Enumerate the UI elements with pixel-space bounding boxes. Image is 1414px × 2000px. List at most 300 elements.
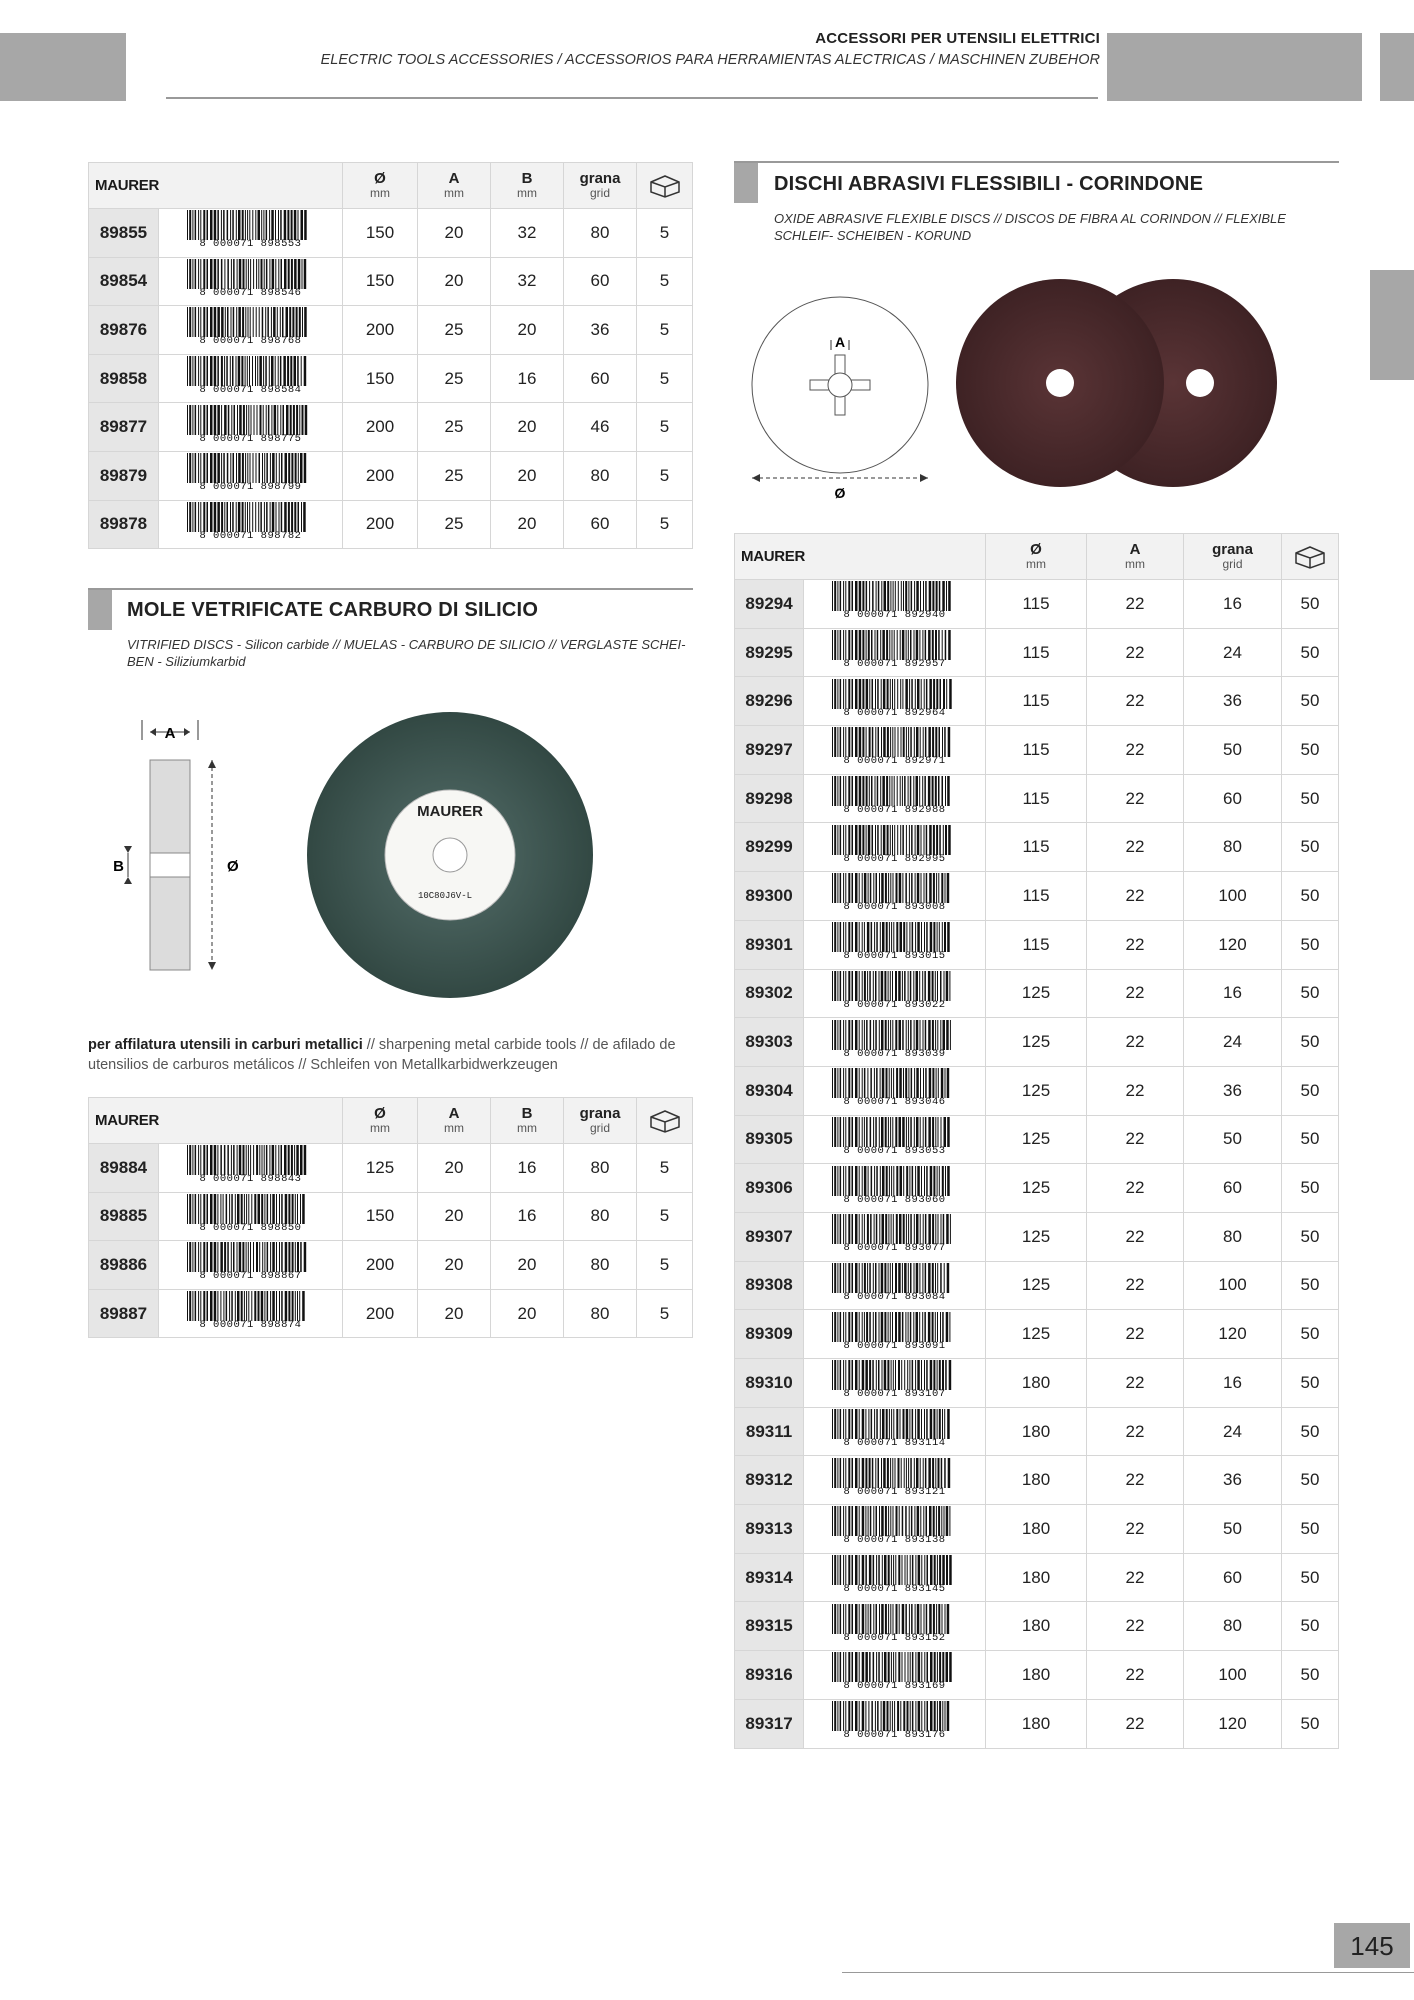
product-code: 89878	[89, 500, 159, 549]
cell-d: 125	[986, 1212, 1087, 1261]
barcode-number: 8 000071 893060	[843, 1193, 946, 1206]
cell-b: 32	[491, 257, 564, 306]
cell-pack: 5	[637, 1192, 693, 1241]
table-row	[89, 209, 693, 258]
col-a: A mm	[418, 1098, 491, 1144]
cell-grit: 60	[564, 354, 637, 403]
barcode	[804, 1115, 986, 1164]
cell-grit: 36	[564, 306, 637, 355]
cell-a: 22	[1087, 1359, 1184, 1408]
table-row	[735, 1164, 1339, 1213]
barcode	[158, 1289, 342, 1338]
product-code: 89313	[735, 1505, 804, 1554]
product-table-1	[88, 162, 693, 549]
barcode	[158, 1241, 342, 1290]
cell-pack: 5	[637, 1241, 693, 1290]
cell-d: 180	[986, 1359, 1087, 1408]
table-row	[735, 1212, 1339, 1261]
disc-dim-d-label: Ø	[834, 485, 846, 501]
cell-pack: 50	[1282, 1018, 1339, 1067]
table-row	[89, 451, 693, 500]
cell-pack: 50	[1282, 823, 1339, 872]
barcode-number: 8 000071 893008	[843, 901, 946, 914]
cell-grit: 16	[1184, 969, 1282, 1018]
cell-grit: 24	[1184, 1018, 1282, 1067]
cell-grit: 36	[1184, 1456, 1282, 1505]
cell-d: 180	[986, 1553, 1087, 1602]
barcode-bars	[832, 1360, 958, 1390]
barcode-bars	[832, 922, 958, 952]
cell-b: 16	[491, 1144, 564, 1193]
table-row	[89, 1144, 693, 1193]
mole-dimension-diagram	[90, 690, 290, 990]
product-code: 89300	[735, 872, 804, 921]
cell-d: 180	[986, 1407, 1087, 1456]
table-row	[89, 1289, 693, 1338]
table-row	[735, 1651, 1339, 1700]
barcode-number: 8 000071 893152	[843, 1631, 946, 1644]
cell-pack: 5	[637, 257, 693, 306]
barcode-number: 8 000071 892988	[843, 804, 946, 817]
table-row	[89, 1241, 693, 1290]
section-mole-bar	[88, 590, 112, 630]
product-code: 89877	[89, 403, 159, 452]
product-code: 89310	[735, 1359, 804, 1408]
cell-grit: 80	[1184, 823, 1282, 872]
cell-a: 22	[1087, 677, 1184, 726]
product-code: 89854	[89, 257, 159, 306]
barcode-number: 8 000071 898874	[199, 1319, 302, 1332]
cell-pack: 50	[1282, 1651, 1339, 1700]
cell-pack: 50	[1282, 774, 1339, 823]
barcode-bars	[832, 581, 958, 611]
cell-grit: 80	[564, 451, 637, 500]
cell-pack: 50	[1282, 1505, 1339, 1554]
cell-pack: 5	[637, 209, 693, 258]
barcode	[804, 628, 986, 677]
cell-a: 22	[1087, 1602, 1184, 1651]
brand-logo: MAURER	[735, 534, 986, 580]
section-mole-divider	[88, 588, 693, 590]
cell-a: 22	[1087, 1018, 1184, 1067]
barcode	[158, 1192, 342, 1241]
cell-grit: 60	[564, 500, 637, 549]
product-code: 89315	[735, 1602, 804, 1651]
barcode-bars	[832, 1263, 958, 1293]
product-code: 89304	[735, 1066, 804, 1115]
product-code: 89308	[735, 1261, 804, 1310]
product-code: 89303	[735, 1018, 804, 1067]
cell-pack: 50	[1282, 726, 1339, 775]
cell-d: 125	[986, 969, 1087, 1018]
barcode-bars	[832, 1166, 958, 1196]
box-icon	[648, 1107, 682, 1133]
cell-pack: 50	[1282, 1066, 1339, 1115]
barcode	[804, 1261, 986, 1310]
col-diameter: Ø mm	[986, 534, 1087, 580]
barcode-number: 8 000071 893114	[843, 1437, 946, 1450]
section-mole-title: MOLE VETRIFICATE CARBURO DI SILICIO	[127, 599, 539, 621]
barcode	[158, 403, 342, 452]
cell-d: 180	[986, 1505, 1087, 1554]
col-pack-icon	[637, 163, 693, 209]
barcode-number: 8 000071 893015	[843, 950, 946, 963]
cell-a: 20	[418, 1192, 491, 1241]
barcode	[804, 726, 986, 775]
barcode-bars	[187, 210, 313, 240]
section-mole-subtitle: VITRIFIED DISCS - Silicon carbide // MUELAS - CARBURO DE SILICIO // VERGLASTE SCHEI- BEN - Siliziumkarbid	[127, 637, 686, 669]
col-diameter: Ø mm	[343, 163, 418, 209]
table-row	[89, 354, 693, 403]
table-row	[89, 403, 693, 452]
cell-grit: 80	[564, 209, 637, 258]
barcode	[804, 1310, 986, 1359]
cell-grit: 120	[1184, 920, 1282, 969]
cell-d: 115	[986, 872, 1087, 921]
product-code: 89294	[735, 580, 804, 629]
cell-pack: 50	[1282, 1212, 1339, 1261]
cell-b: 32	[491, 209, 564, 258]
barcode-number: 8 000071 898553	[199, 238, 302, 251]
cell-a: 25	[418, 354, 491, 403]
table-row	[735, 1310, 1339, 1359]
barcode-number: 8 000071 898850	[199, 1221, 302, 1234]
dim-a-label: A	[164, 725, 176, 742]
barcode-number: 8 000071 898782	[199, 529, 302, 542]
barcode-number: 8 000071 898775	[199, 432, 302, 445]
cell-pack: 50	[1282, 1407, 1339, 1456]
table-row	[735, 1602, 1339, 1651]
barcode-number: 8 000071 893176	[843, 1729, 946, 1742]
cell-pack: 50	[1282, 1553, 1339, 1602]
product-code: 89311	[735, 1407, 804, 1456]
barcode	[804, 1553, 986, 1602]
cell-pack: 50	[1282, 1164, 1339, 1213]
cell-a: 22	[1087, 1310, 1184, 1359]
table-row	[735, 1066, 1339, 1115]
cell-d: 200	[343, 306, 418, 355]
barcode-number: 8 000071 892971	[843, 755, 946, 768]
barcode-bars	[832, 971, 958, 1001]
table-row	[89, 306, 693, 355]
table-row	[735, 726, 1339, 775]
product-code: 89886	[89, 1241, 159, 1290]
side-thumb-tab	[1370, 270, 1414, 380]
barcode-number: 8 000071 892957	[843, 658, 946, 671]
barcode-bars	[187, 453, 313, 483]
cell-pack: 5	[637, 500, 693, 549]
barcode-number: 8 000071 898546	[199, 286, 302, 299]
table-row	[735, 872, 1339, 921]
product-code: 89306	[735, 1164, 804, 1213]
wheel-label-brand: MAURER	[417, 803, 483, 820]
product-code: 89317	[735, 1699, 804, 1748]
barcode-bars	[832, 1458, 958, 1488]
product-code: 89299	[735, 823, 804, 872]
barcode	[158, 451, 342, 500]
product-code: 89885	[89, 1192, 159, 1241]
cell-a: 20	[418, 209, 491, 258]
col-grit: grana grid	[564, 1098, 637, 1144]
table-row	[735, 1359, 1339, 1408]
cell-a: 22	[1087, 1164, 1184, 1213]
barcode	[804, 1407, 986, 1456]
cell-d: 150	[343, 257, 418, 306]
barcode-bars	[187, 1242, 313, 1272]
table-row	[735, 823, 1339, 872]
barcode	[804, 580, 986, 629]
barcode-bars	[187, 307, 313, 337]
cell-b: 20	[491, 403, 564, 452]
wheel-label-code: 10C80J6V-L	[417, 891, 473, 901]
brand-logo: MAURER	[89, 163, 343, 209]
barcode-bars	[187, 356, 313, 386]
col-diameter: Ø mm	[343, 1098, 418, 1144]
cell-a: 22	[1087, 1699, 1184, 1748]
brand-logo: MAURER	[89, 1098, 343, 1144]
barcode-number: 8 000071 893022	[843, 998, 946, 1011]
barcode-bars	[832, 679, 958, 709]
col-grit: grana grid	[564, 163, 637, 209]
cell-a: 22	[1087, 726, 1184, 775]
cell-d: 125	[986, 1115, 1087, 1164]
table-row	[89, 500, 693, 549]
cell-grit: 80	[564, 1289, 637, 1338]
cell-a: 22	[1087, 969, 1184, 1018]
barcode-bars	[832, 727, 958, 757]
page-header-subtitle: ELECTRIC TOOLS ACCESSORIES / ACCESSORIOS PARA HERRAMIENTAS ALECTRICAS / MASCHINEN ZUBEHOR	[320, 52, 1100, 68]
cell-pack: 5	[637, 1144, 693, 1193]
cell-b: 20	[491, 500, 564, 549]
product-code: 89884	[89, 1144, 159, 1193]
product-code: 89296	[735, 677, 804, 726]
cell-b: 20	[491, 1289, 564, 1338]
barcode	[158, 306, 342, 355]
cell-b: 20	[491, 1241, 564, 1290]
barcode-number: 8 000071 893084	[843, 1290, 946, 1303]
barcode-number: 8 000071 893039	[843, 1047, 946, 1060]
cell-pack: 5	[637, 306, 693, 355]
barcode-number: 8 000071 898768	[199, 335, 302, 348]
barcode-number: 8 000071 893053	[843, 1144, 946, 1157]
cell-a: 22	[1087, 920, 1184, 969]
table-row	[735, 1115, 1339, 1164]
barcode-bars	[832, 1555, 958, 1585]
product-code: 89316	[735, 1651, 804, 1700]
cell-a: 22	[1087, 872, 1184, 921]
product-code: 89858	[89, 354, 159, 403]
cell-d: 150	[343, 354, 418, 403]
barcode	[804, 1359, 986, 1408]
cell-d: 180	[986, 1602, 1087, 1651]
cell-d: 125	[986, 1310, 1087, 1359]
barcode	[804, 920, 986, 969]
cell-d: 115	[986, 823, 1087, 872]
barcode-bars	[832, 825, 958, 855]
disc-dim-a-label: A	[834, 334, 846, 350]
cell-pack: 5	[637, 451, 693, 500]
barcode-number: 8 000071 893107	[843, 1388, 946, 1401]
cell-a: 22	[1087, 580, 1184, 629]
cell-b: 20	[491, 306, 564, 355]
dim-b-label: B	[113, 858, 124, 875]
barcode	[804, 677, 986, 726]
product-code: 89297	[735, 726, 804, 775]
cell-a: 22	[1087, 774, 1184, 823]
cell-d: 200	[343, 1241, 418, 1290]
barcode	[158, 500, 342, 549]
cell-pack: 50	[1282, 1359, 1339, 1408]
cell-grit: 120	[1184, 1699, 1282, 1748]
cell-d: 200	[343, 451, 418, 500]
product-code: 89307	[735, 1212, 804, 1261]
cell-a: 25	[418, 500, 491, 549]
cell-pack: 5	[637, 1289, 693, 1338]
cell-grit: 46	[564, 403, 637, 452]
product-code: 89314	[735, 1553, 804, 1602]
barcode-bars	[832, 1214, 958, 1244]
cell-grit: 80	[1184, 1212, 1282, 1261]
cell-d: 125	[986, 1018, 1087, 1067]
cell-pack: 50	[1282, 969, 1339, 1018]
cell-grit: 100	[1184, 1261, 1282, 1310]
cell-grit: 60	[1184, 774, 1282, 823]
col-a: A mm	[1087, 534, 1184, 580]
barcode-bars	[832, 776, 958, 806]
section-dischi-divider	[734, 161, 1339, 163]
cell-d: 200	[343, 1289, 418, 1338]
page-number: 145	[1334, 1923, 1410, 1968]
barcode-bars	[187, 405, 313, 435]
product-table-2	[88, 1097, 693, 1338]
cell-d: 125	[343, 1144, 418, 1193]
table-row	[735, 1553, 1339, 1602]
cell-b: 16	[491, 354, 564, 403]
barcode-number: 8 000071 892940	[843, 609, 946, 622]
cell-d: 115	[986, 726, 1087, 775]
barcode	[804, 1456, 986, 1505]
barcode-bars	[832, 873, 958, 903]
barcode-number: 8 000071 898584	[199, 384, 302, 397]
cell-a: 22	[1087, 628, 1184, 677]
cell-grit: 24	[1184, 1407, 1282, 1456]
col-b: B mm	[491, 1098, 564, 1144]
cell-a: 22	[1087, 1212, 1184, 1261]
barcode-bars	[832, 1604, 958, 1634]
col-pack-icon	[637, 1098, 693, 1144]
barcode-bars	[832, 1506, 958, 1536]
barcode	[804, 1699, 986, 1748]
cell-grit: 100	[1184, 872, 1282, 921]
table-row	[735, 628, 1339, 677]
product-code: 89295	[735, 628, 804, 677]
barcode	[804, 1651, 986, 1700]
table-row	[735, 1407, 1339, 1456]
section-dischi-subtitle: OXIDE ABRASIVE FLEXIBLE DISCS // DISCOS DE FIBRA AL CORINDON // FLEXIBLE SCHLEIF- SCHEIBEN - KORUND	[774, 211, 1286, 243]
product-code: 89887	[89, 1289, 159, 1338]
cell-pack: 50	[1282, 677, 1339, 726]
barcode-number: 8 000071 893046	[843, 1096, 946, 1109]
cell-pack: 5	[637, 403, 693, 452]
barcode	[158, 209, 342, 258]
barcode	[158, 257, 342, 306]
barcode-bars	[832, 1701, 958, 1731]
cell-pack: 50	[1282, 628, 1339, 677]
cell-d: 115	[986, 580, 1087, 629]
table-row	[735, 1505, 1339, 1554]
product-code: 89301	[735, 920, 804, 969]
barcode-number: 8 000071 893169	[843, 1680, 946, 1693]
cell-d: 200	[343, 500, 418, 549]
barcode-bars	[832, 1020, 958, 1050]
cell-pack: 50	[1282, 1261, 1339, 1310]
cell-a: 22	[1087, 1261, 1184, 1310]
cell-pack: 50	[1282, 920, 1339, 969]
cell-grit: 60	[564, 257, 637, 306]
cell-grit: 80	[1184, 1602, 1282, 1651]
cell-grit: 60	[1184, 1553, 1282, 1602]
cell-d: 115	[986, 774, 1087, 823]
cell-a: 22	[1087, 1066, 1184, 1115]
cell-grit: 120	[1184, 1310, 1282, 1359]
barcode	[804, 1066, 986, 1115]
cell-a: 20	[418, 1241, 491, 1290]
barcode	[804, 1602, 986, 1651]
product-code: 89298	[735, 774, 804, 823]
barcode-bars	[187, 1291, 313, 1321]
cell-grit: 50	[1184, 1505, 1282, 1554]
cell-grit: 50	[1184, 726, 1282, 775]
product-code: 89309	[735, 1310, 804, 1359]
cell-pack: 50	[1282, 872, 1339, 921]
product-code: 89879	[89, 451, 159, 500]
table-row	[735, 677, 1339, 726]
cell-d: 200	[343, 403, 418, 452]
barcode-number: 8 000071 898867	[199, 1270, 302, 1283]
cell-d: 180	[986, 1456, 1087, 1505]
cell-grit: 60	[1184, 1164, 1282, 1213]
cell-pack: 50	[1282, 1699, 1339, 1748]
cell-pack: 50	[1282, 1115, 1339, 1164]
barcode	[804, 823, 986, 872]
barcode-bars	[832, 1117, 958, 1147]
product-code: 89305	[735, 1115, 804, 1164]
col-a: A mm	[418, 163, 491, 209]
table-row	[735, 774, 1339, 823]
cell-grit: 100	[1184, 1651, 1282, 1700]
cell-a: 20	[418, 1144, 491, 1193]
barcode-number: 8 000071 898799	[199, 481, 302, 494]
table-row	[735, 1456, 1339, 1505]
disc-dimension-diagram	[745, 290, 945, 510]
barcode-bars	[187, 502, 313, 532]
table-row	[735, 920, 1339, 969]
header-right-block	[1107, 33, 1362, 101]
cell-grit: 80	[564, 1192, 637, 1241]
barcode-bars	[187, 259, 313, 289]
cell-a: 25	[418, 403, 491, 452]
cell-a: 25	[418, 306, 491, 355]
cell-a: 20	[418, 257, 491, 306]
cell-b: 20	[491, 451, 564, 500]
barcode	[804, 1164, 986, 1213]
cell-d: 180	[986, 1699, 1087, 1748]
barcode	[158, 1144, 342, 1193]
cell-pack: 50	[1282, 1456, 1339, 1505]
barcode-number: 8 000071 893091	[843, 1339, 946, 1352]
cell-grit: 80	[564, 1144, 637, 1193]
dim-d-label: Ø	[227, 858, 239, 875]
